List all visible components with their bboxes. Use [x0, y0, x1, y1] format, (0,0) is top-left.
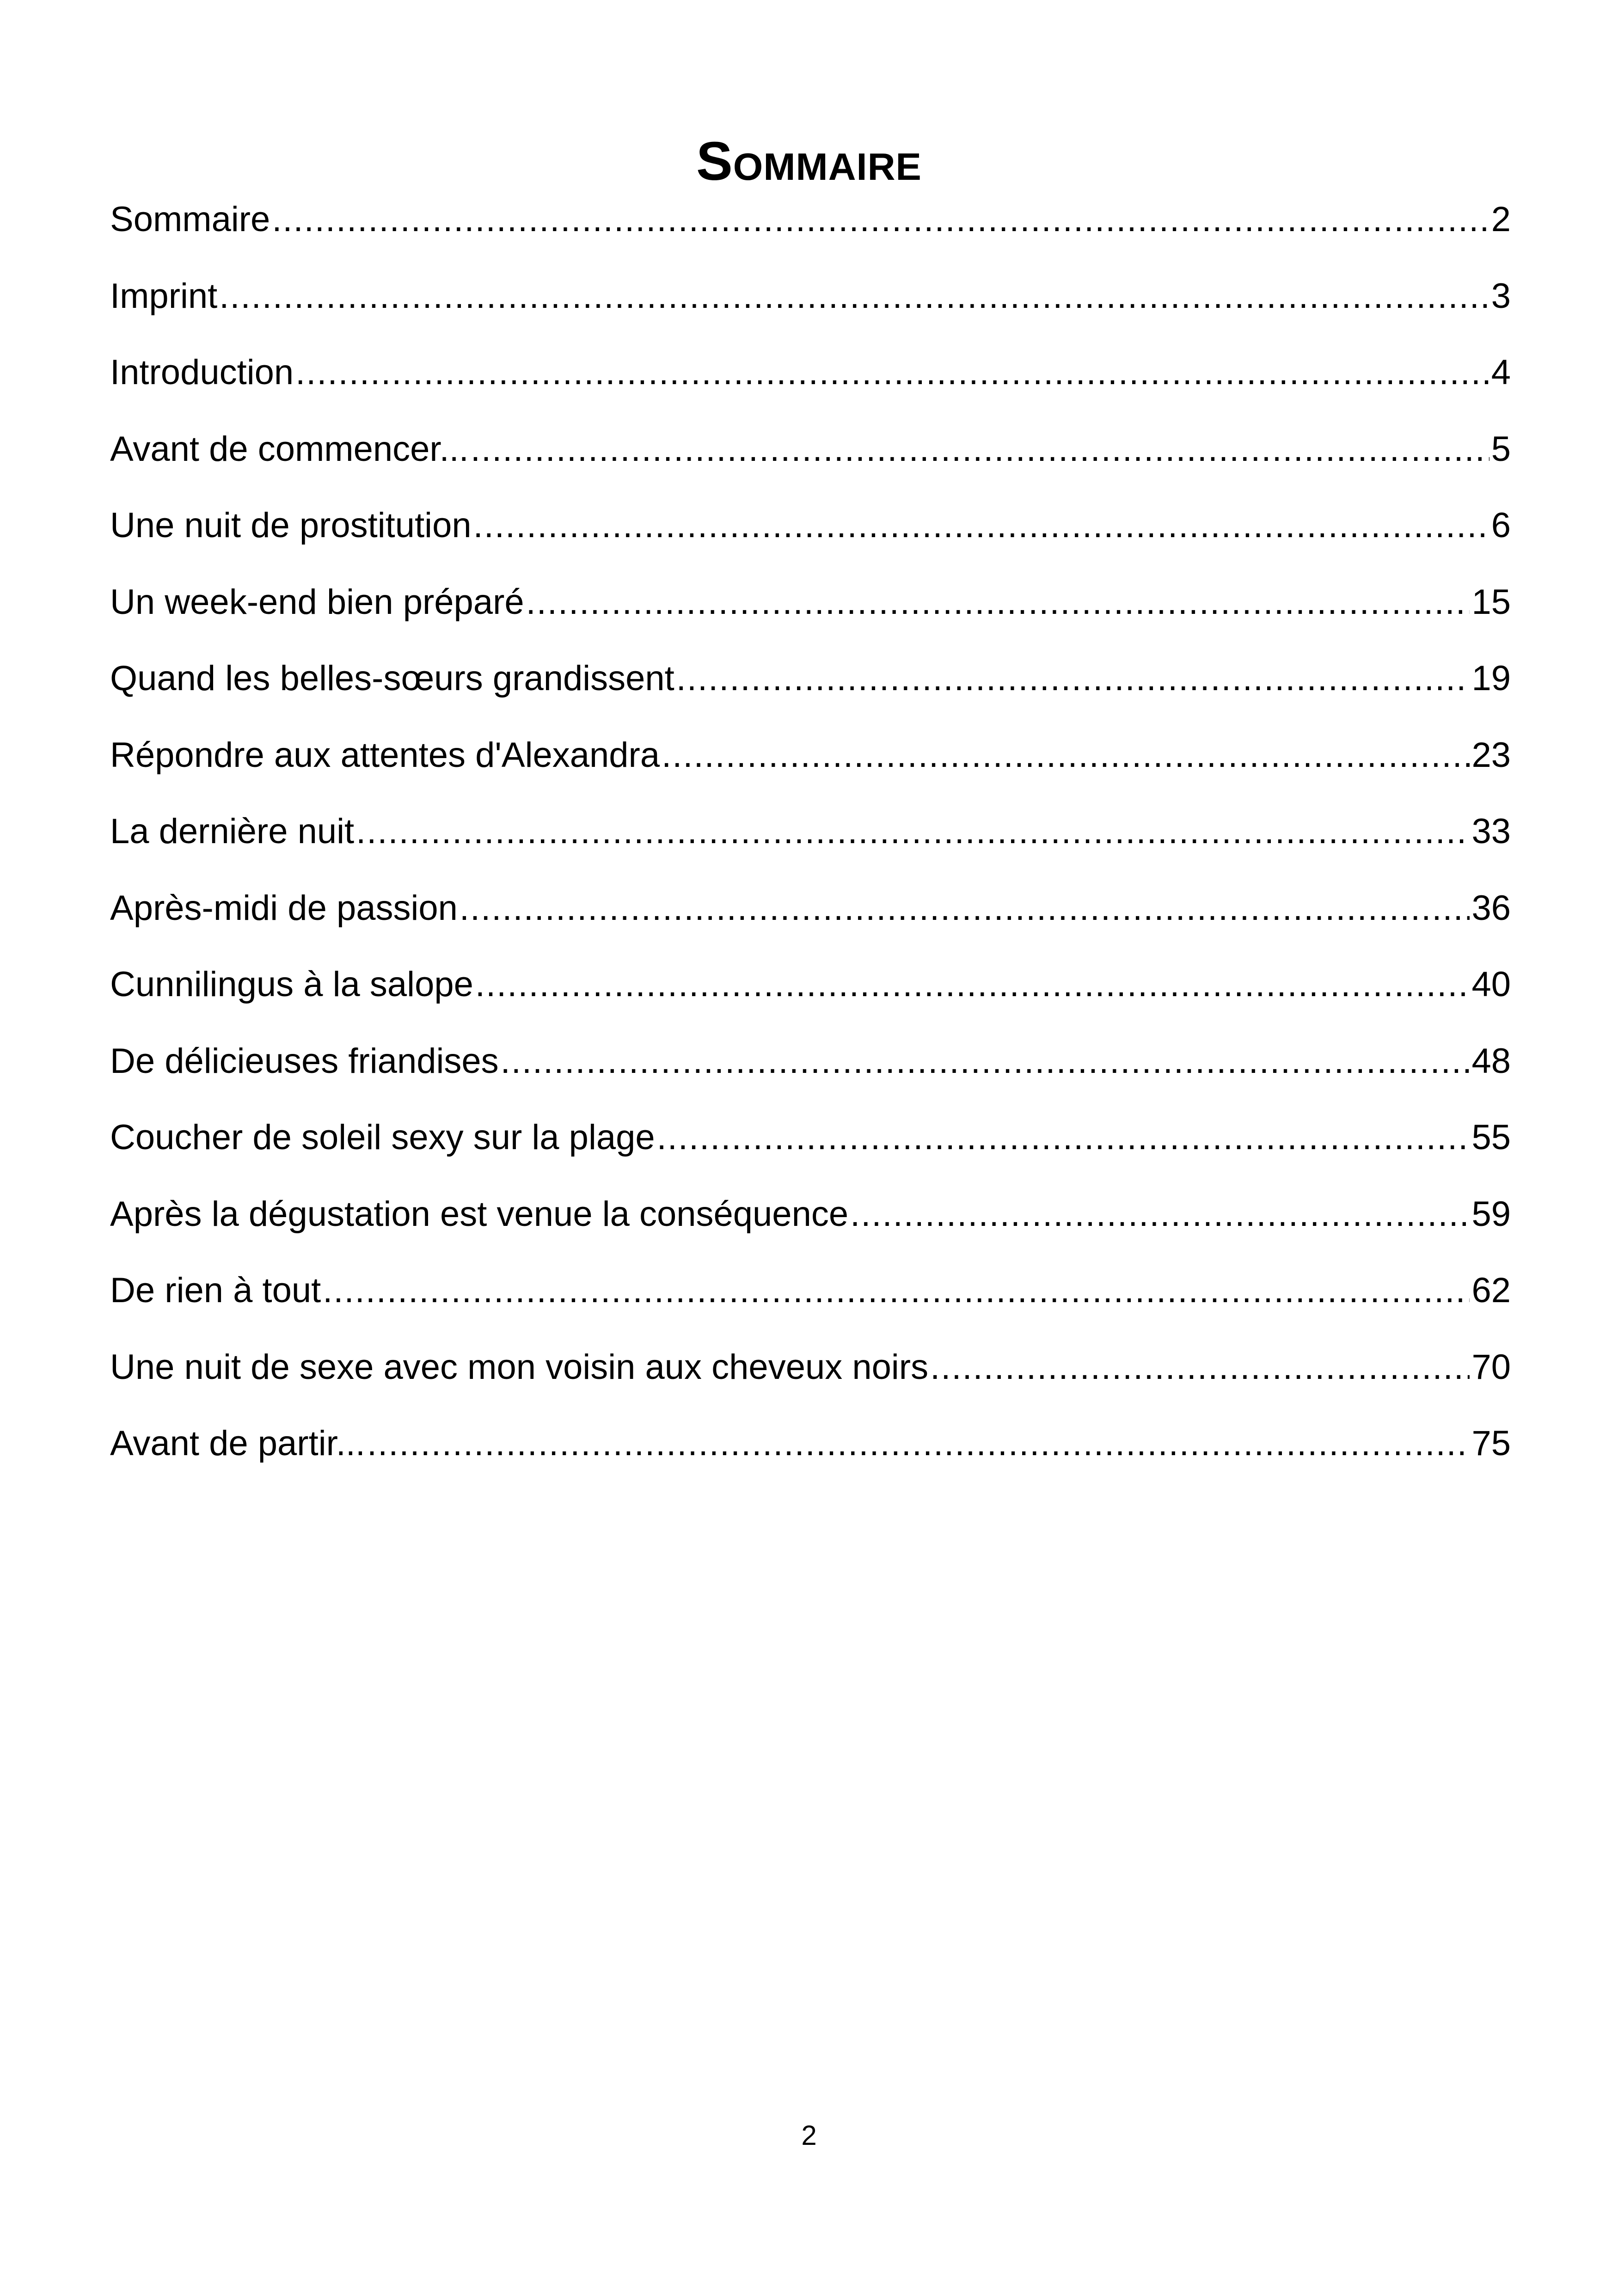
dot-leader — [272, 187, 1489, 252]
toc-entry-page: 40 — [1471, 965, 1511, 1004]
toc-entry-page: 19 — [1471, 659, 1511, 698]
toc-entry-title: Une nuit de prostitution — [110, 506, 472, 545]
dot-leader — [367, 1411, 1470, 1476]
toc-entry-title: De rien à tout — [110, 1271, 321, 1310]
toc-entry-title: Cunnilingus à la salope — [110, 965, 473, 1004]
toc-entry-page: 3 — [1491, 276, 1511, 316]
toc-entry-page: 62 — [1471, 1271, 1511, 1310]
toc-entry-title: Répondre aux attentes d'Alexandra — [110, 735, 660, 775]
toc-entry-title: Coucher de soleil sexy sur la plage — [110, 1118, 655, 1157]
toc-entry[interactable] — [110, 1258, 1511, 1335]
dot-leader — [662, 723, 1470, 788]
toc-entry[interactable] — [110, 1029, 1511, 1106]
toc-entry[interactable] — [110, 1105, 1511, 1182]
dot-leader — [930, 1335, 1470, 1400]
toc-entry-page: 33 — [1471, 812, 1511, 851]
toc-entry-page: 75 — [1471, 1424, 1511, 1463]
dot-leader — [501, 1029, 1470, 1094]
dot-leader — [471, 417, 1489, 482]
dot-leader — [657, 1105, 1470, 1170]
toc-entry-title: Une nuit de sexe avec mon voisin aux cheveux noirs — [110, 1347, 929, 1387]
toc-entry-page: 48 — [1471, 1041, 1511, 1081]
toc-entry-title: Quand les belles-sœurs grandissent — [110, 659, 674, 698]
dot-leader — [356, 799, 1470, 864]
toc-entry-page: 4 — [1491, 353, 1511, 392]
toc-entry-page: 36 — [1471, 888, 1511, 928]
toc-entry[interactable] — [110, 1335, 1511, 1412]
toc-entry[interactable] — [110, 493, 1511, 570]
dot-leader — [676, 646, 1470, 711]
toc-entry[interactable] — [110, 876, 1511, 953]
toc-entry-page: 55 — [1471, 1118, 1511, 1157]
toc-entry-page: 5 — [1491, 429, 1511, 469]
toc-entry-title: De délicieuses friandises — [110, 1041, 499, 1081]
toc-entry[interactable] — [110, 1411, 1511, 1488]
toc-entry-title: Sommaire — [110, 200, 270, 239]
toc-entry[interactable] — [110, 570, 1511, 647]
toc-entry-title: Introduction — [110, 353, 294, 392]
dot-leader — [219, 264, 1489, 329]
toc-entry[interactable] — [110, 264, 1511, 341]
dot-leader — [475, 952, 1470, 1017]
toc-entry[interactable] — [110, 646, 1511, 723]
dot-leader — [850, 1182, 1470, 1247]
dot-leader — [460, 876, 1470, 941]
page-title: Sommaire — [696, 131, 922, 192]
toc-entry-title: Un week-end bien préparé — [110, 582, 524, 622]
toc-entry-page: 70 — [1471, 1347, 1511, 1387]
toc-entry[interactable] — [110, 723, 1511, 800]
toc-entry[interactable] — [110, 952, 1511, 1029]
toc-entry-title: Imprint — [110, 276, 218, 316]
toc-entry-title: Avant de commencer... — [110, 429, 469, 469]
toc-entry-page: 2 — [1491, 200, 1511, 239]
toc-entry[interactable] — [110, 799, 1511, 876]
dot-leader — [295, 340, 1489, 405]
toc-entry-page: 59 — [1471, 1194, 1511, 1234]
toc-entry[interactable] — [110, 417, 1511, 494]
dot-leader — [473, 493, 1489, 558]
dot-leader — [323, 1258, 1470, 1323]
toc-entry[interactable] — [110, 340, 1511, 417]
toc-entry-title: Après la dégustation est venue la conséquence — [110, 1194, 849, 1234]
toc-entry-page: 23 — [1471, 735, 1511, 775]
toc-entry-page: 15 — [1471, 582, 1511, 622]
toc-entry-title: La dernière nuit — [110, 812, 355, 851]
dot-leader — [526, 570, 1470, 635]
toc-entry-title: Avant de partir... — [110, 1424, 366, 1463]
table-of-contents — [110, 187, 1511, 1488]
toc-entry[interactable] — [110, 187, 1511, 264]
toc-entry-title: Après-midi de passion — [110, 888, 458, 928]
toc-entry[interactable] — [110, 1182, 1511, 1259]
toc-entry-page: 6 — [1491, 506, 1511, 545]
page-number: 2 — [801, 2120, 817, 2151]
